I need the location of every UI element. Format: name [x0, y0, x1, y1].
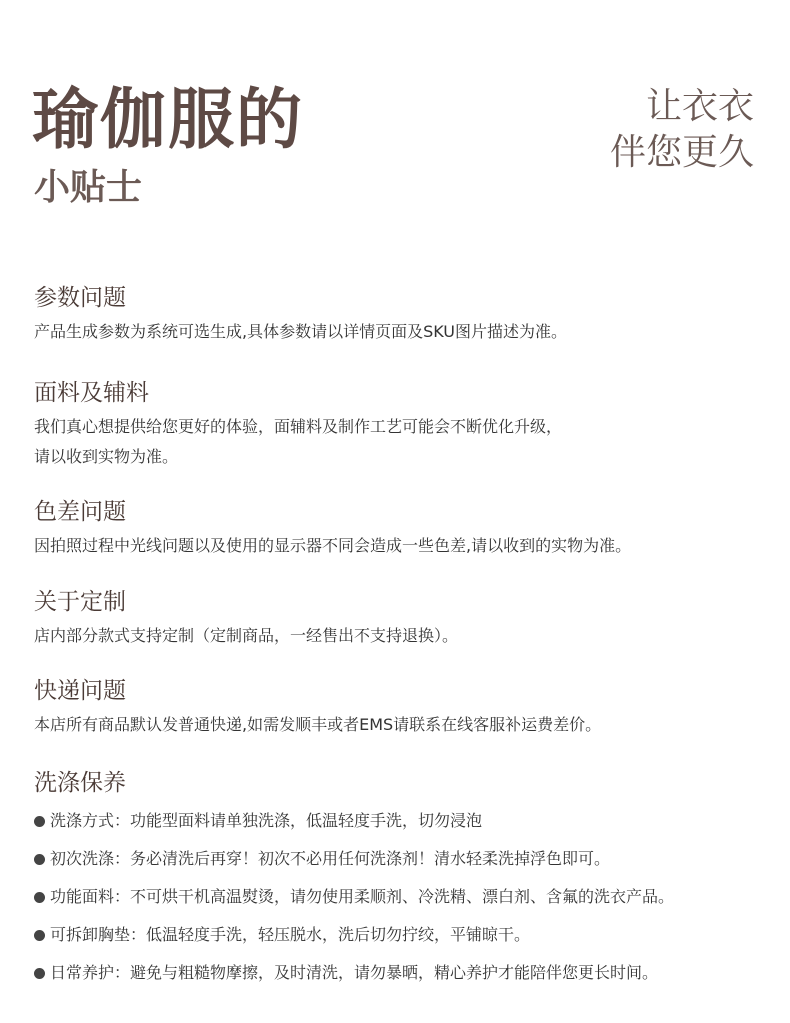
- bullet-icon: [34, 930, 45, 941]
- section-color-difference: [34, 496, 764, 561]
- section-text: 请以收到实物为准。: [34, 447, 179, 466]
- section-title: 参数问题: [34, 285, 126, 311]
- section-fabric: [34, 377, 764, 472]
- list-item-text: 功能面料：不可烘干机高温熨烫，请勿使用柔顺剂、冷洗精、漂白剂、含氟的洗衣产品。: [50, 887, 675, 906]
- list-item-text: 洗涤方式：功能型面料请单独洗涤，低温轻度手洗，切勿浸泡: [50, 811, 483, 830]
- bullet-icon: [34, 816, 45, 827]
- slogan-line-2: 伴您更久: [609, 132, 754, 173]
- slogan-line-1: 让衣衣: [645, 86, 754, 127]
- section-title: 洗涤保养: [34, 770, 126, 796]
- bullet-icon: [34, 968, 45, 979]
- section-shipping: [34, 675, 764, 740]
- page-subtitle: 小贴士: [34, 167, 143, 208]
- section-customization: [34, 586, 764, 651]
- list-item-text: 可拆卸胸垫：低温轻度手洗，轻压脱水，洗后切勿拧绞，平铺晾干。: [50, 925, 531, 944]
- slogan: [610, 84, 754, 176]
- section-title: 色差问题: [34, 499, 126, 525]
- section-text: 因拍照过程中光线问题以及使用的显示器不同会造成一些色差,请以收到的实物为准。: [34, 536, 632, 555]
- page-title: 瑜伽服的: [32, 81, 304, 158]
- section-parameters: [34, 282, 764, 347]
- bullet-icon: [34, 892, 45, 903]
- section-text: 本店所有商品默认发普通快递,如需发顺丰或者EMS请联系在线客服补运费差价。: [34, 715, 602, 734]
- list-item: [34, 840, 764, 878]
- list-item: [34, 878, 764, 916]
- care-list: [34, 802, 764, 992]
- bullet-icon: [34, 854, 45, 865]
- list-item: [34, 954, 764, 992]
- section-text: 店内部分款式支持定制（定制商品，一经售出不支持退换）。: [34, 626, 459, 645]
- section-title: 面料及辅料: [34, 380, 149, 406]
- section-title: 关于定制: [34, 589, 126, 615]
- list-item: [34, 916, 764, 954]
- list-item-text: 日常养护：避免与粗糙物摩擦，及时清洗，请勿暴晒，精心养护才能陪伴您更长时间。: [50, 963, 659, 982]
- list-item: [34, 802, 764, 840]
- section-care: [34, 767, 764, 992]
- section-text: 产品生成参数为系统可选生成,具体参数请以详情页面及SKU图片描述为准。: [34, 322, 568, 341]
- section-title: 快递问题: [34, 678, 126, 704]
- list-item-text: 初次洗涤：务必清洗后再穿！初次不必用任何洗涤剂！清水轻柔洗掉浮色即可。: [50, 849, 611, 868]
- section-text: 我们真心想提供给您更好的体验，面辅料及制作工艺可能会不断优化升级，: [34, 417, 563, 436]
